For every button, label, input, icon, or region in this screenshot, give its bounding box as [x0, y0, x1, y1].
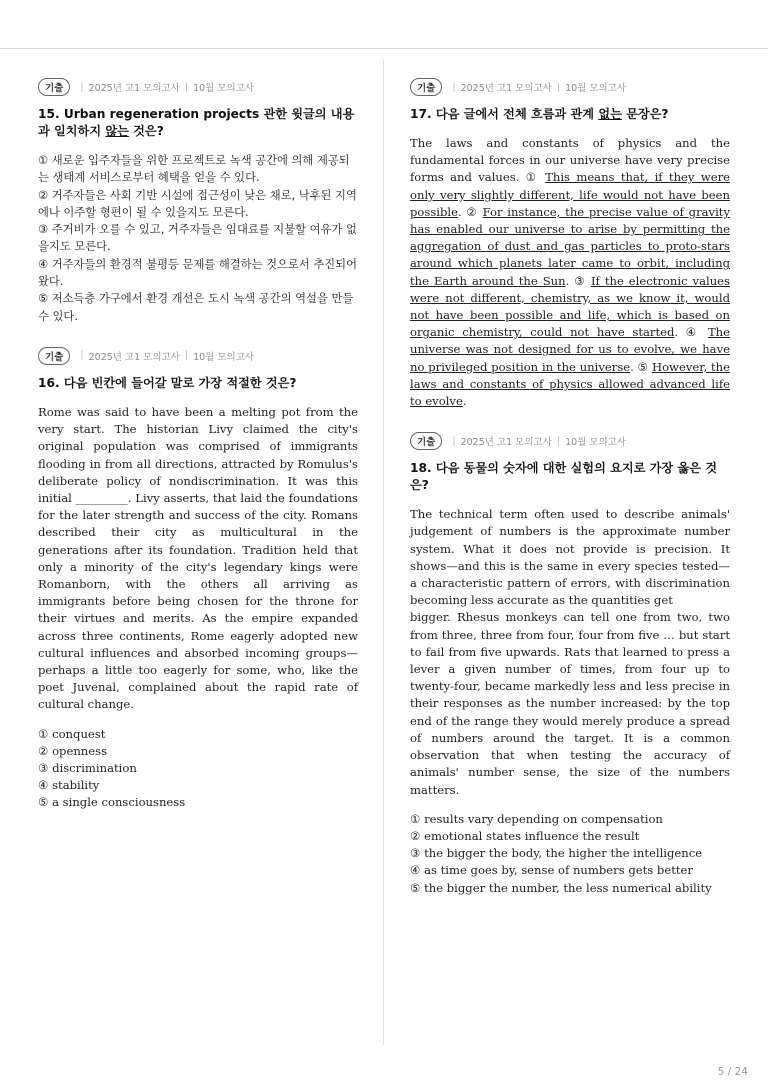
passage: The laws and constants of physics and the fundamental forces in our universe have very precise forms and values. ① This means that, if they were only very slightly different, life would not have been possible. ② For instance, the precise value of gravity has enabled our universe to arise by permitting the aggregation of dust and gas particles to proto-stars around which planets later came to orbit, including the Earth around the Sun. ③ If the electronic values were not different, chemistry, as we know it, would not have been possible and life, which is based on organic chemistry, could not have started. ④ The universe was not designed for us to evolve, we have no privileged position in the universe. ⑤ However, the laws and constants of physics allowed advanced life to evolve. — [410, 136, 730, 409]
option-4[interactable]: ④ stability — [38, 778, 100, 793]
question-source: 기출 | 2025년 고1 모의고사 | 10월 모의고사 — [38, 78, 358, 96]
source-year: 2025년 고1 모의고사 — [88, 83, 180, 94]
option-5[interactable]: ⑤ the bigger the number, the less numerical ability — [410, 880, 712, 895]
source-month: 10월 모의고사 — [193, 351, 255, 363]
passage: Rome was said to have been a melting pot from the very start. The historian Livy claimed the city's original population was comprised of immigrants flooding in from all directions, attracted by Romulus's deliberate policy of nondiscrimination. It was this initial _________. Livy asserts, that laid the foundations for the later strength and success of the city. Romans described their city as multicultural in the generations after its foundation. Tradition held that only a minority of the city's legendary kings were Romanborn, with the others all arriving as immigrants before being chosen for the throne for their virtues and merits. As the empire expanded across three continents, Rome eagerly adopted new cultural influences and absorbed incoming groups— perhaps a little too eagerly for some, who, like the poet Juvenal, complained about the rapid rate of cultural change. — [38, 404, 358, 712]
source-year: 2025년 고1 모의고사 — [460, 83, 552, 94]
header-divider — [0, 48, 768, 49]
answer-options — [38, 152, 358, 325]
question-15 — [38, 78, 358, 325]
option-2[interactable]: ② emotional states influence the result — [410, 828, 640, 843]
passage: The technical term often used to describe animals' judgement of numbers is the approximate number system. What it does not provide is precision. It shows—and this is the same in every species tested—a characteristic pattern of errors, with discrimination becoming less accurate as the quantities get bigger. Rhesus monkeys can tell one from two, two from three, three from four, four from five … but start to fail from five upwards. Rats that learned to press a lever a given number of times, from four up to twenty-four, became markedly less and less precise in their responses as the number increased: by the top end of the range they would merely produce a spread of numbers around the target. It is a common observation that when testing the accuracy of animals' number sense, the size of the numbers matters. — [410, 507, 730, 797]
source-badge: 기출 — [38, 347, 70, 365]
source-month: 10월 모의고사 — [565, 437, 627, 449]
question-source: 기출 | 2025년 고1 모의고사 | 10월 모의고사 — [410, 78, 730, 96]
question-18 — [410, 432, 730, 896]
question-source: 기출 | 2025년 고1 모의고사 | 10월 모의고사 — [410, 432, 730, 450]
answer-options — [38, 726, 358, 812]
source-month: 10월 모의고사 — [193, 83, 255, 94]
option-3[interactable]: ③ the bigger the body, the higher the intelligence — [410, 846, 703, 861]
answer-options — [410, 811, 730, 897]
question-source: 기출 | 2025년 고1 모의고사 | 10월 모의고사 — [38, 347, 358, 365]
sentence-1[interactable]: This means that, if they were only very slightly different, life would not have been possible — [410, 170, 730, 219]
option-1[interactable]: ① results vary depending on compensation — [410, 811, 663, 826]
question-title: 16. 다음 빈칸에 들어갈 말로 가장 적절한 것은? — [38, 375, 297, 390]
sentence-5[interactable]: However, the laws and constants of physics allowed advanced life to evolve — [410, 359, 730, 409]
source-year: 2025년 고1 모의고사 — [460, 437, 552, 449]
question-16 — [38, 347, 358, 812]
sentence-2[interactable]: For instance, the precise value of gravity has enabled our universe to arise by permitting the aggregation of dust and gas particles to proto-stars around which planets later came to orbit, including the Earth around the Sun — [410, 204, 730, 288]
option-5[interactable]: ⑤ a single consciousness — [38, 795, 186, 810]
option-3[interactable]: ③ 주거비가 오를 수 있고, 거주자들은 임대료를 지불할 여유가 없을지도 모른다. — [38, 223, 357, 254]
left-column — [38, 78, 358, 834]
right-column — [410, 78, 730, 919]
source-year: 2025년 고1 모의고사 — [88, 351, 180, 363]
source-badge: 기출 — [410, 78, 442, 96]
source-month: 10월 모의고사 — [565, 83, 627, 94]
question-17 — [410, 78, 730, 410]
question-title: 17. 다음 글에서 전체 흐름과 관계 없는 문장은? — [410, 107, 669, 121]
option-5[interactable]: ⑤ 저소득층 가구에서 환경 개선은 도시 녹색 공간의 역설을 만들 수 있다. — [38, 292, 354, 323]
option-2[interactable]: ② openness — [38, 743, 108, 758]
option-4[interactable]: ④ as time goes by, sense of numbers gets better — [410, 863, 693, 878]
source-badge: 기출 — [38, 78, 70, 96]
sentence-4[interactable]: The universe was not designed for us to evolve, we have no privileged position in the universe — [410, 325, 730, 374]
question-title: 18. 다음 동물의 숫자에 대한 실험의 요지로 가장 옳은 것은? — [410, 461, 718, 493]
option-2[interactable]: ② 거주자들은 사회 기반 시설에 접근성이 낮은 채로, 낙후된 지역에나 이주할 형편이 될 수 있을지도 모른다. — [38, 188, 357, 219]
option-1[interactable]: ① conquest — [38, 726, 106, 741]
page-number: 5 / 24 — [717, 1066, 748, 1078]
question-title: 15. Urban regeneration projects 관한 윗글의 내용과 일치하지 않는 것은? — [38, 107, 355, 138]
option-4[interactable]: ④ 거주자들의 환경적 불평등 문제를 해결하는 것으로서 추진되어 왔다. — [38, 257, 357, 289]
source-badge: 기출 — [410, 432, 442, 450]
option-1[interactable]: ① 새로운 입주자들을 위한 프로젝트로 녹색 공간에 의해 제공되는 생태계 서비스로부터 혜택을 얻을 수 있다. — [38, 154, 350, 185]
option-3[interactable]: ③ discrimination — [38, 761, 137, 776]
column-divider — [383, 60, 384, 1045]
sentence-3[interactable]: If the electronic values were not different, chemistry, as we know it, would not have been possible and life, which is based on organic chemistry, could not have started — [410, 273, 730, 340]
